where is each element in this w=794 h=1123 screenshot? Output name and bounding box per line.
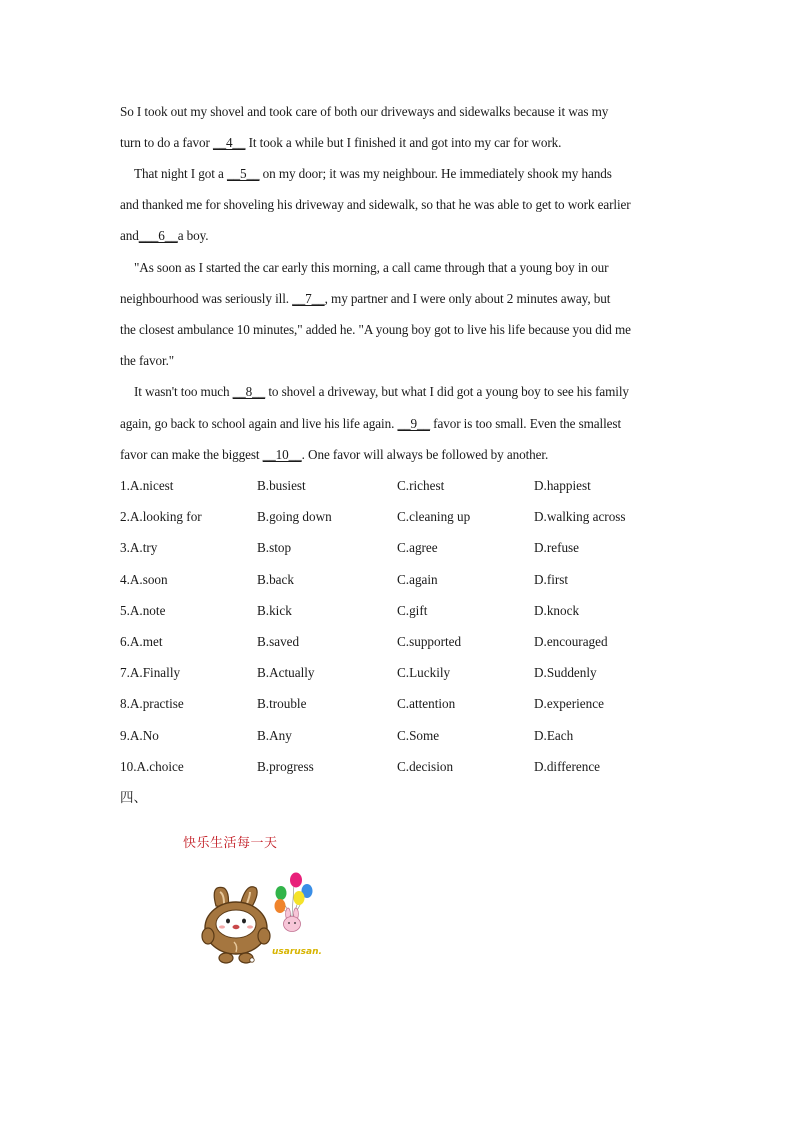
passage-line [134,382,694,402]
option-row [120,632,680,652]
motto-text: 快乐生活每一天 [183,836,278,851]
blank-10: __10__ [262,447,302,462]
passage-text: a boy. [177,228,209,243]
passage-line [120,195,680,215]
passage-line [134,164,694,184]
passage-text: to shovel a driveway, but what I did got a young boy to see his family [265,384,629,399]
passage-text: and thanked me for shoveling his driveway and sidewalk, so that he was able to get to work earlier [120,197,631,212]
option-d: D.walking across [534,509,626,524]
blank-6: ___6__ [138,228,178,243]
passage-text: So I took out my shovel and took care of both our driveways and sidewalks because it was my [120,104,609,119]
option-b: B.stop [257,540,292,555]
option-d: D.encouraged [534,634,608,649]
option-a: 8.A.practise [120,696,184,711]
passage-text: favor is too small. Even the smallest [429,416,622,431]
option-row [120,601,680,621]
section-heading: 四、 [120,790,147,805]
option-c: C.again [397,572,438,587]
passage-text: It took a while but I finished it and got into my car for work. [245,135,562,150]
option-c: C.richest [397,478,445,493]
passage-text: turn to do a favor [120,135,213,150]
option-c: C.decision [397,759,454,774]
option-row [120,476,680,496]
option-b: B.progress [257,759,314,774]
passage-text: the favor." [120,353,175,368]
option-b: B.saved [257,634,300,649]
option-row [120,694,680,714]
option-d: D.first [534,572,569,587]
blank-4: __4__ [212,135,246,150]
passage-text: and [120,228,139,243]
passage-text: favor can make the biggest [120,447,263,462]
option-row [120,757,680,777]
blank-8: __8__ [232,384,266,399]
passage-text: "As soon as I started the car early this morning, a call came through that a young boy in our [134,260,609,275]
option-b: B.kick [257,603,292,618]
option-a: 3.A.try [120,540,158,555]
passage-line [120,102,680,122]
brown-rabbit-icon [202,887,270,963]
option-b: B.trouble [257,696,307,711]
option-c: C.gift [397,603,428,618]
option-c: C.attention [397,696,456,711]
option-row [120,570,680,590]
balloons-icon [275,873,313,917]
option-d: D.experience [534,696,604,711]
passage-text: on my door; it was my neighbour. He immediately shook my hands [259,166,612,181]
option-row [120,726,680,746]
passage-text: again, go back to school again and live his life again. [120,416,398,431]
mascot-illustration [196,866,336,978]
passage-text: That night I got a [134,166,227,181]
passage-text: , my partner and I were only about 2 minutes away, but [324,291,611,306]
option-a: 10.A.choice [120,759,184,774]
option-d: D.happiest [534,478,591,493]
option-c: C.Luckily [397,665,451,680]
passage-line [120,133,680,153]
brand-logo-text: usarusan. [272,947,322,957]
option-row [120,663,680,683]
option-a: 4.A.soon [120,572,168,587]
passage-line [120,289,680,309]
passage-text: It wasn't too much [134,384,233,399]
option-row [120,507,680,527]
option-b: B.busiest [257,478,306,493]
passage-line [134,258,694,278]
option-d: D.Each [534,728,574,743]
passage-text: . One favor will always be followed by another. [301,447,549,462]
option-d: D.Suddenly [534,665,597,680]
option-a: 5.A.note [120,603,166,618]
passage-text: the closest ambulance 10 minutes," added he. "A young boy got to live his life because you did me [120,322,631,337]
blank-5: __5__ [226,166,260,181]
option-b: B.Actually [257,665,315,680]
passage-line [120,320,680,340]
passage-line [120,445,680,465]
option-a: 6.A.met [120,634,163,649]
option-a: 1.A.nicest [120,478,174,493]
option-c: C.Some [397,728,440,743]
blank-9: __9__ [397,416,430,431]
option-d: D.refuse [534,540,580,555]
option-b: B.going down [257,509,332,524]
blank-7: __7__ [292,291,325,306]
passage-line [120,414,680,434]
option-c: C.agree [397,540,438,555]
option-d: D.knock [534,603,580,618]
option-b: B.Any [257,728,292,743]
passage-line [120,351,680,371]
option-c: C.cleaning up [397,509,471,524]
passage-line [120,226,680,246]
option-c: C.supported [397,634,462,649]
option-b: B.back [257,572,294,587]
option-a: 2.A.looking for [120,509,202,524]
option-a: 9.A.No [120,728,159,743]
option-d: D.difference [534,759,601,774]
option-row [120,538,680,558]
option-a: 7.A.Finally [120,665,181,680]
passage-text: neighbourhood was seriously ill. [120,291,293,306]
